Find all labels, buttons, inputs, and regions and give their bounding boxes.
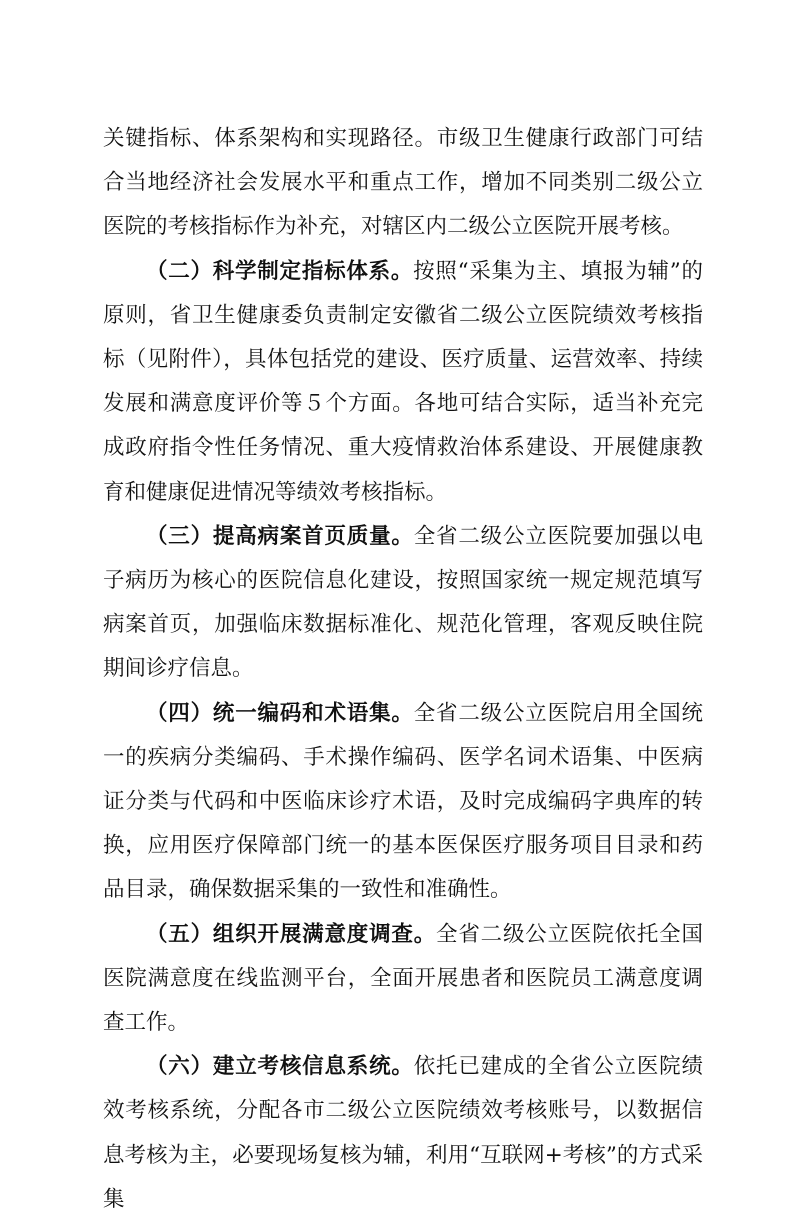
paragraph-info-system bbox=[103, 1045, 703, 1222]
paragraph-indicator-system bbox=[103, 250, 703, 515]
paragraph-continuation bbox=[103, 117, 703, 250]
paragraph-text: 关键指标、体系架构和实现路径。市级卫生健康行政部门可结合当地经济社会发展水平和重点工作，增加不同类别二级公立医院的考核指标作为补充，对辖区内二级公立医院开展考核。 bbox=[103, 126, 703, 240]
section-heading: （二）科学制定指标体系。 bbox=[146, 258, 414, 284]
paragraph-text: 按照“采集为主、填报为辅”的原则，省卫生健康委负责制定安徽省二级公立医院绩效考核指标（见附件），具体包括党的建设、医疗质量、运营效率、持续发展和满意度评价等５个方面。各地可结合实际，适当补充完成政府指令性任务情况、重大疫情救治体系建设、开展健康教育和健康促进情况等绩效考核指标。 bbox=[103, 258, 703, 505]
paragraph-text: 依托已建成的全省公立医院绩效考核系统，分配各市二级公立医院绩效考核账号，以数据信息考核为主，必要现场复核为辅，利用“互联网+考核”的方式采集 bbox=[103, 1054, 703, 1212]
section-heading: （四）统一编码和术语集。 bbox=[146, 700, 414, 726]
section-heading: （三）提高病案首页质量。 bbox=[146, 523, 414, 549]
document-page bbox=[103, 117, 703, 1222]
paragraph-text: 全省二级公立医院启用全国统一的疾病分类编码、手术操作编码、医学名词术语集、中医病证分类与代码和中医临床诊疗术语，及时完成编码字典库的转换，应用医疗保障部门统一的基本医保医疗服务项目目录和药品目录，确保数据采集的一致性和准确性。 bbox=[103, 700, 703, 903]
paragraph-record-quality bbox=[103, 515, 703, 692]
paragraph-text: 全省二级公立医院依托全国医院满意度在线监测平台，全面开展患者和医院员工满意度调查工作。 bbox=[103, 921, 703, 1036]
section-heading: （六）建立考核信息系统。 bbox=[146, 1054, 414, 1080]
section-heading: （五）组织开展满意度调查。 bbox=[146, 921, 437, 947]
paragraph-satisfaction-survey bbox=[103, 913, 703, 1046]
paragraph-text: 全省二级公立医院要加强以电子病历为核心的医院信息化建设，按照国家统一规定规范填写病案首页，加强临床数据标准化、规范化管理，客观反映住院期间诊疗信息。 bbox=[103, 523, 703, 682]
paragraph-coding-terms bbox=[103, 692, 703, 913]
